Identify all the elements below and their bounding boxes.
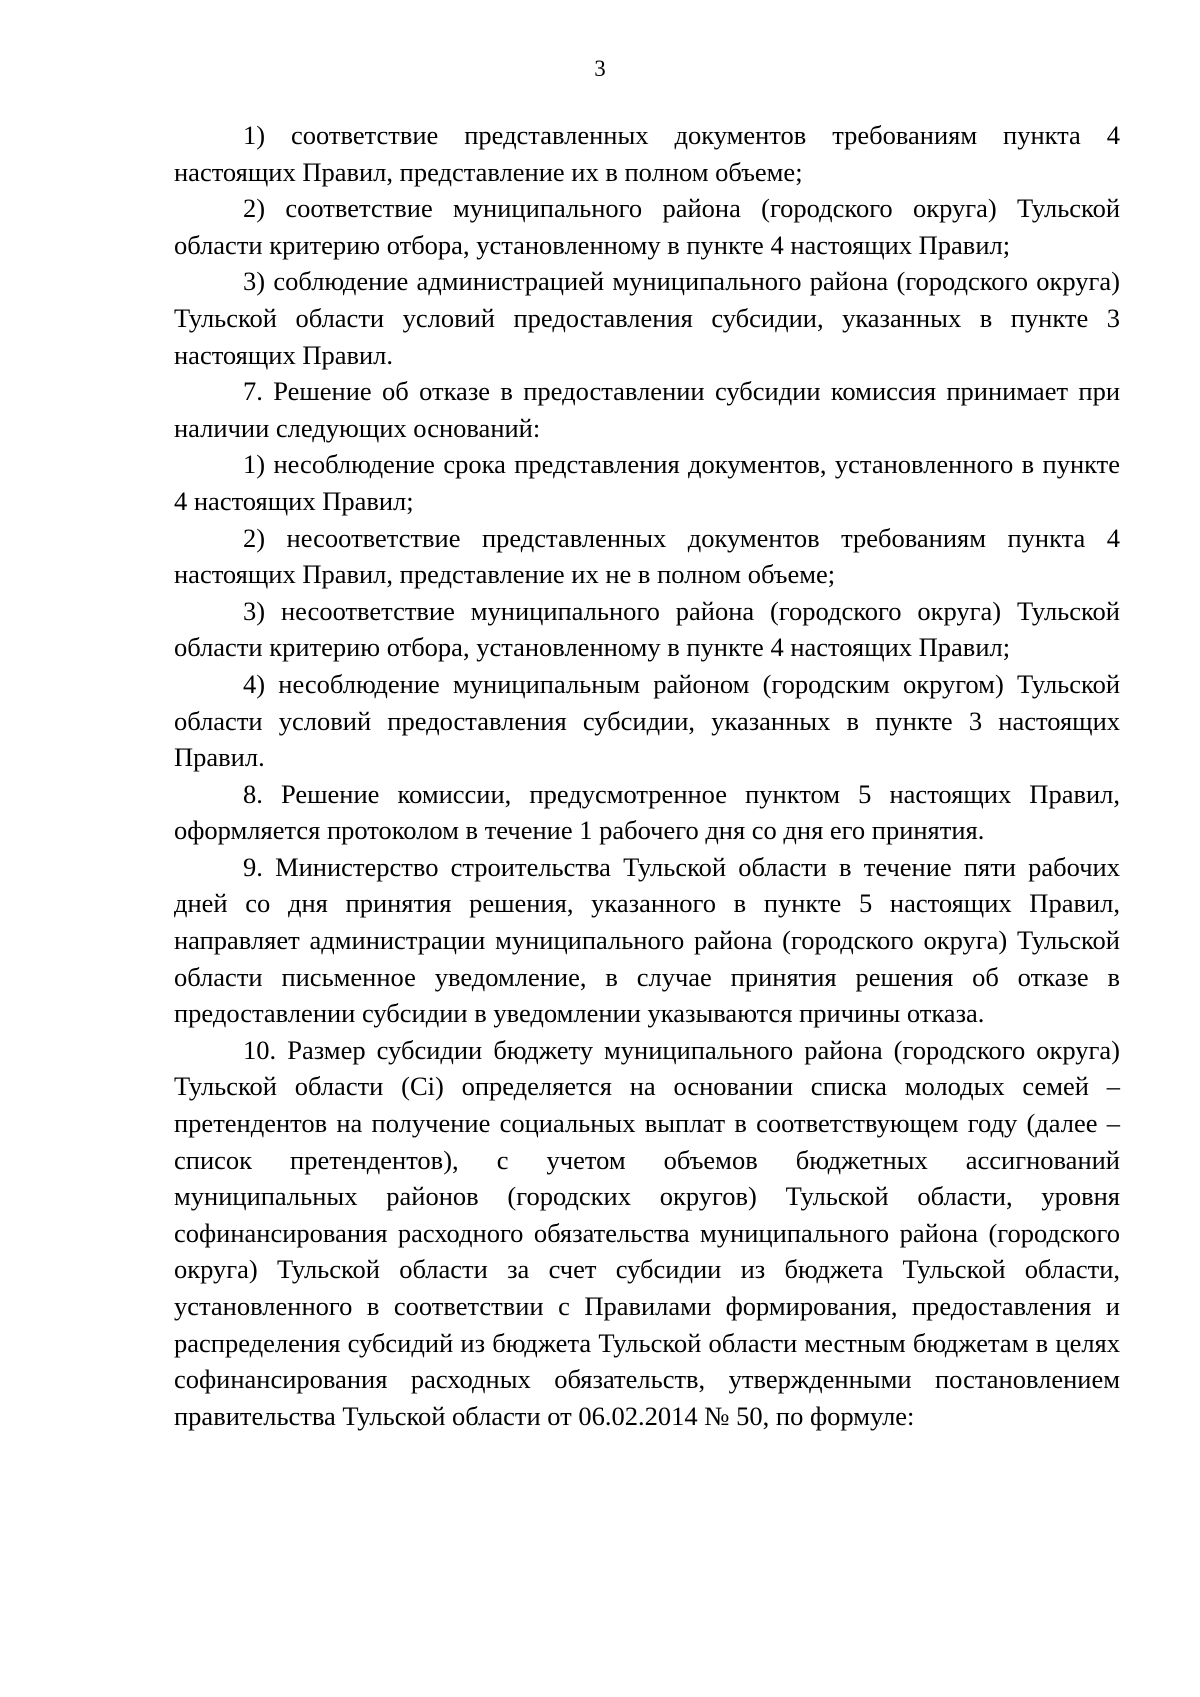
- paragraph-7-4-conditions: 4) несоблюдение муниципальным районом (городским округом) Тульской области условий предоставления субсидии, указанных в пункте 3 настоящих Правил.: [174, 668, 1120, 773]
- paragraph-8-protocol: 8. Решение комиссии, предусмотренное пунктом 5 настоящих Правил, оформляется протоколом в течение 1 рабочего дня со дня его принятия.: [174, 778, 1120, 846]
- paragraph-7-refusal-grounds: 7. Решение об отказе в предоставлении субсидии комиссия принимает при наличии следующих оснований:: [174, 376, 1120, 443]
- paragraph-3-compliance-conditions: 3) соблюдение администрацией муниципального района (городского округа) Тульской области условий предоставления субсидии, указанных в пункте 3 настоящих Правил.: [174, 266, 1120, 370]
- paragraph-2-conformity-criterion: 2) соответствие муниципального района (городского округа) Тульской области критерию отбора, установленному в пункте 4 настоящих Правил;: [174, 193, 1120, 260]
- document-body: [174, 117, 1120, 1434]
- paragraph-7-3-criterion: 3) несоответствие муниципального района (городского округа) Тульской области критерию отбора, установленному в пункте 4 настоящих Правил;: [174, 595, 1120, 663]
- paragraph-10-subsidy-size: 10. Размер субсидии бюджету муниципального района (городского округа) Тульской области (Ci) определяется на основании списка молодых семей – претендентов на получение социальных выплат в соответствующем году (далее – список претендентов), с учетом объемов бюджетных ассигнований муниципальных районов (городских округов) Тульской области, уровня софинансирования расходного обязательства муниципального района (городского округа) Тульской области за счет субсидии из бюджета Тульской области, установленного в соответствии с Правилами формирования, предоставления и распределения субсидий из бюджета Тульской области местным бюджетам в целях софинансирования расходных обязательств, утвержденными постановлением правительства Тульской области от 06.02.2014 № 50, по формуле:: [174, 1034, 1120, 1431]
- paragraph-1-conformity-documents: 1) соответствие представленных документов требованиям пункта 4 настоящих Правил, представление их в полном объеме;: [174, 120, 1120, 187]
- paragraph-9-notification: 9. Министерство строительства Тульской области в течение пяти рабочих дней со дня принятия решения, указанного в пункте 5 настоящих Правил, направляет администрации муниципального района (городского округа) Тульской области письменное уведомление, в случае принятия решения об отказе в предоставлении субсидии в уведомлении указываются причины отказа.: [174, 851, 1120, 1029]
- paragraph-7-1-deadline: 1) несоблюдение срока представления документов, установленного в пункте 4 настоящих Правил;: [174, 449, 1120, 516]
- paragraph-7-2-documents: 2) несоответствие представленных документов требованиям пункта 4 настоящих Правил, представление их не в полном объеме;: [174, 522, 1120, 590]
- page-number: 3: [594, 56, 606, 81]
